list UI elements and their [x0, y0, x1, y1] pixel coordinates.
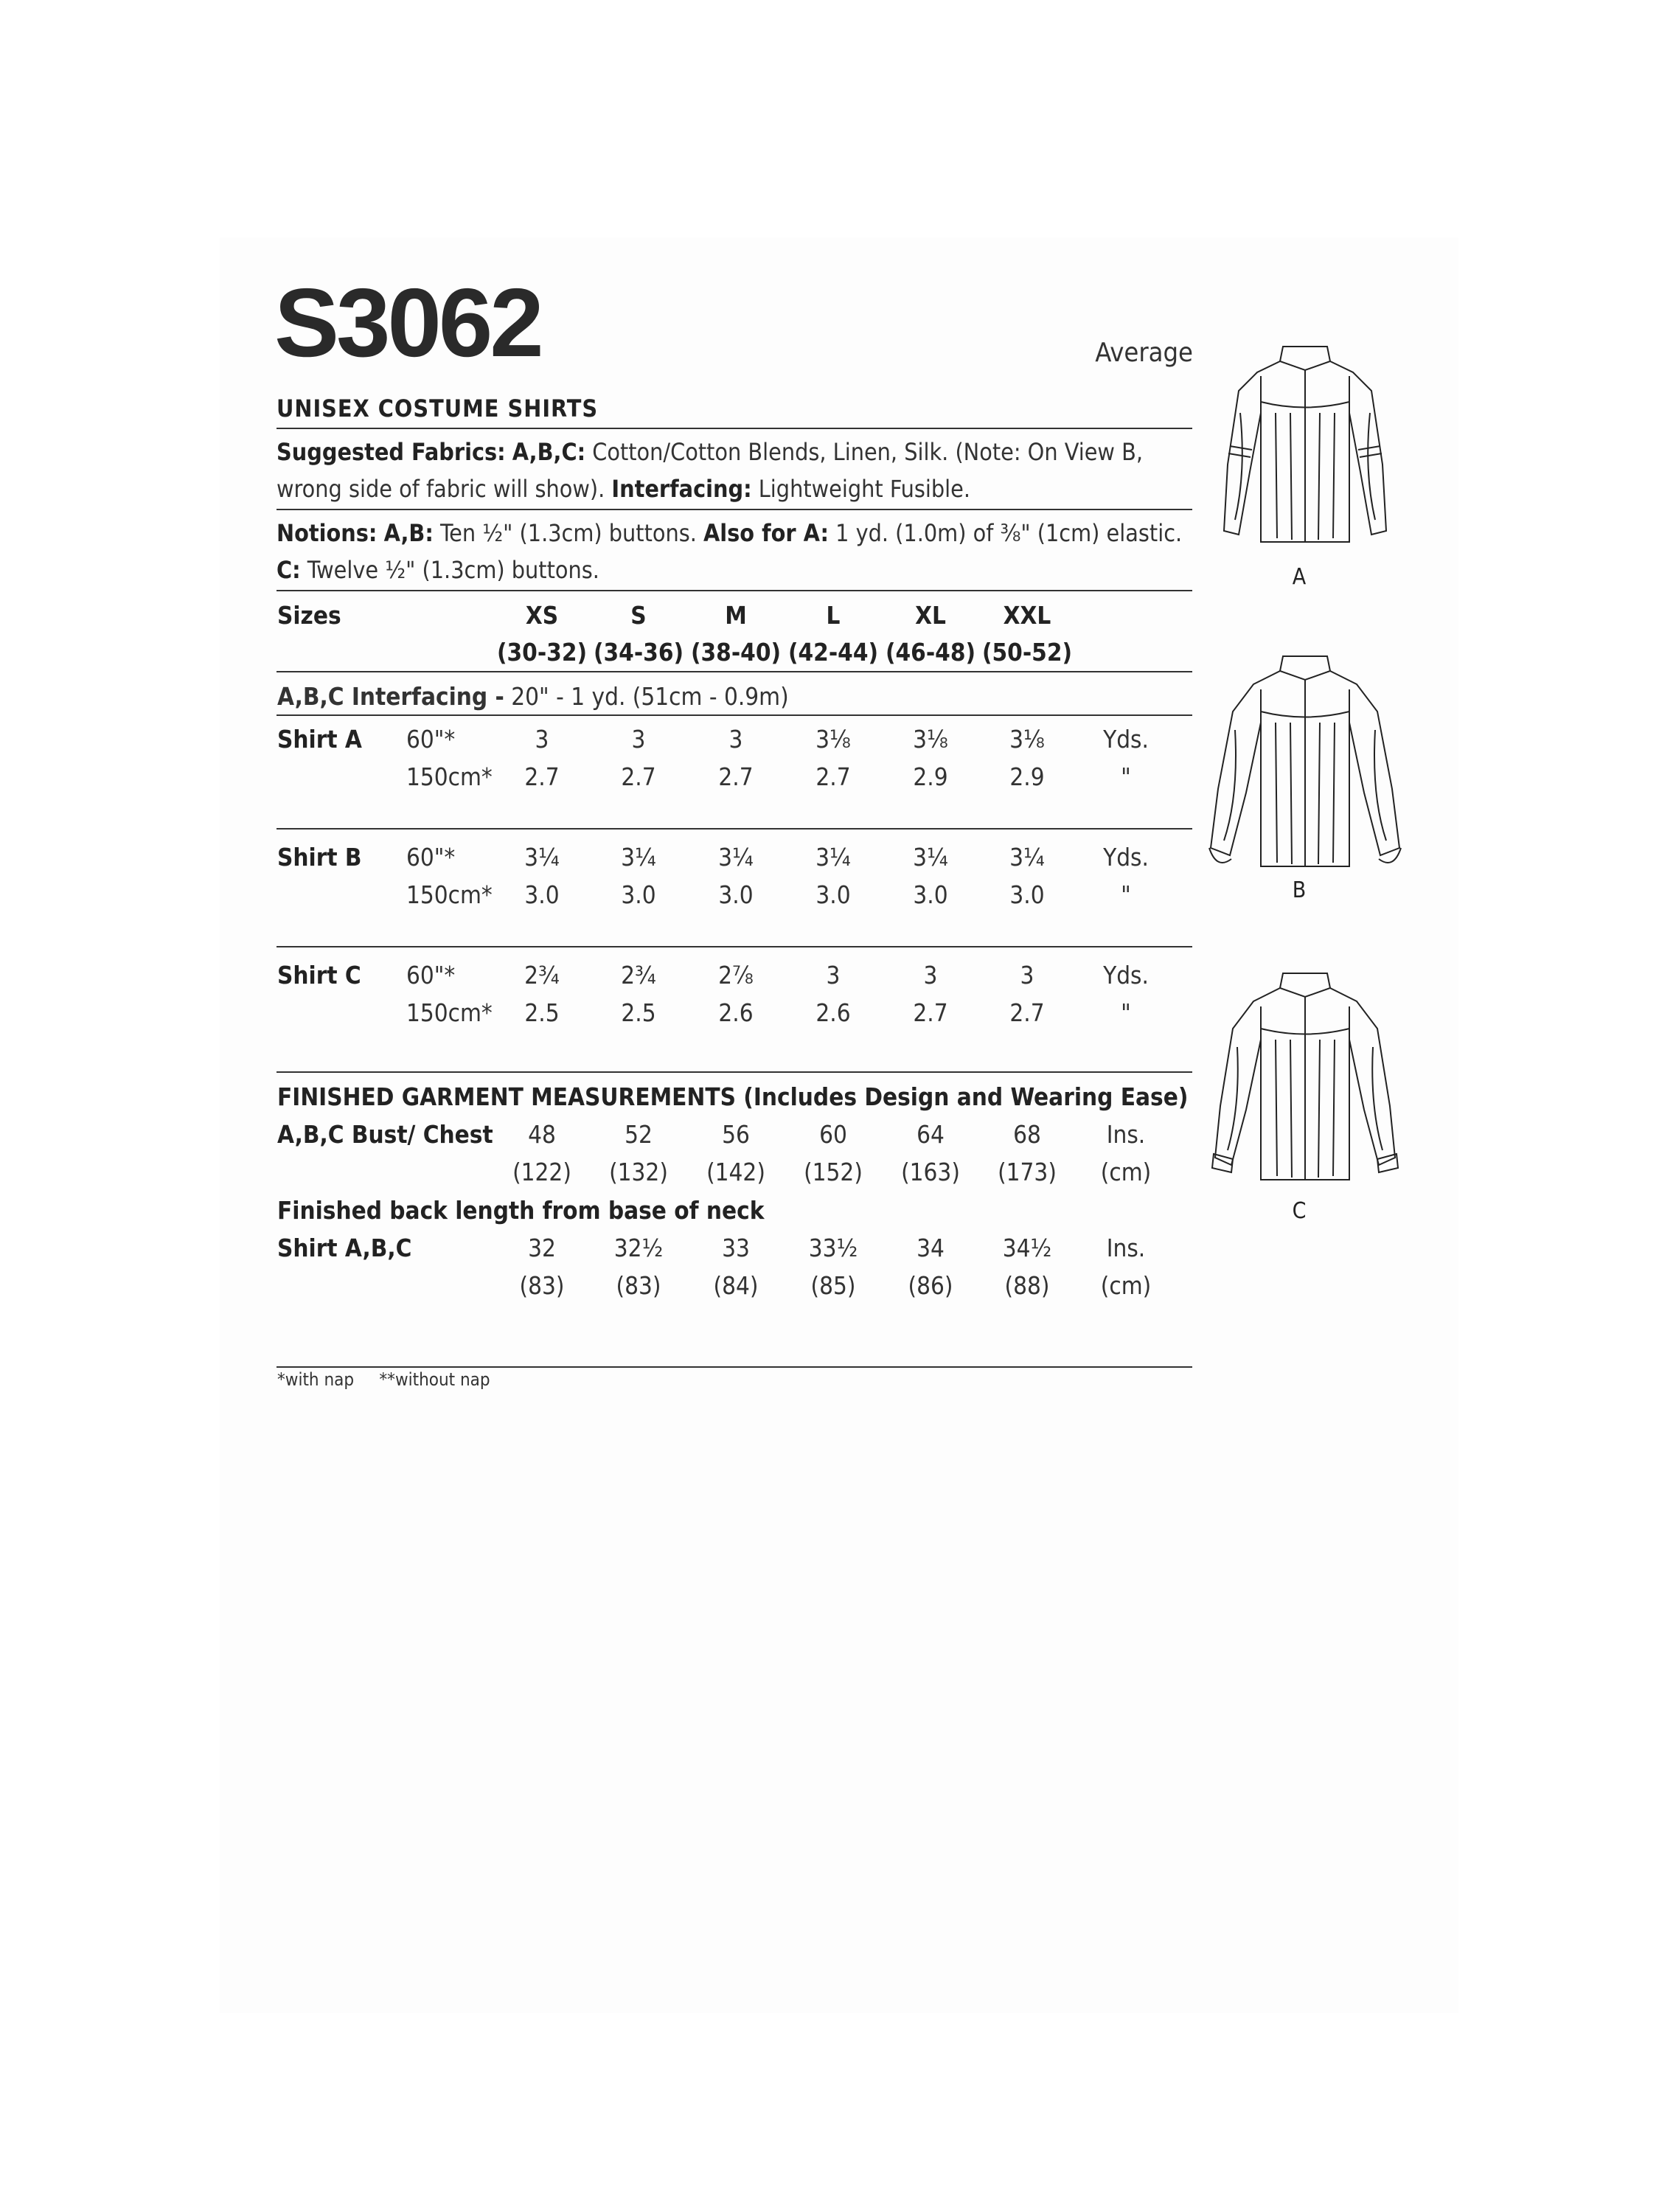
size-name: L	[826, 601, 841, 630]
yardage-value: 2.7	[524, 762, 560, 791]
yardage-value: 3⅛	[1009, 725, 1045, 754]
fabric-width: 150cm*	[406, 880, 493, 909]
yardage-value: 3⅛	[815, 725, 851, 754]
size-range: (38-40)	[690, 638, 782, 667]
measurement-value: (86)	[908, 1271, 953, 1300]
measurement-value: 34½	[1002, 1234, 1052, 1262]
shirt-name: Shirt C	[277, 961, 361, 990]
yardage-value: 2.7	[815, 762, 851, 791]
measurement-value: (132)	[609, 1158, 668, 1186]
shirt-name: Shirt B	[277, 843, 362, 872]
shirt-view-b-illustration	[1194, 649, 1416, 877]
interfacing-row	[277, 682, 789, 711]
measurement-unit: Ins.	[1106, 1120, 1146, 1149]
yardage-unit: "	[1121, 998, 1131, 1027]
footnote: *with nap **without nap	[277, 1369, 490, 1390]
notions-text-ab: Ten ½" (1.3cm) buttons.	[439, 519, 697, 547]
measurement-value: (122)	[512, 1158, 571, 1186]
size-range: (46-48)	[885, 638, 976, 667]
yardage-value: 2.6	[815, 998, 851, 1027]
divider	[276, 590, 1192, 591]
size-range: (50-52)	[981, 638, 1073, 667]
size-name: XL	[915, 601, 946, 630]
notions-also-text: 1 yd. (1.0m) of ⅜" (1cm) elastic.	[835, 519, 1183, 547]
yardage-value: 2.5	[621, 998, 656, 1027]
measurement-value: (85)	[810, 1271, 856, 1300]
divider	[276, 1366, 1192, 1368]
yardage-value: 3	[535, 725, 549, 754]
notions-label: Notions:	[276, 519, 378, 547]
sizes-label: Sizes	[277, 601, 341, 630]
measurement-value: 34	[917, 1234, 945, 1262]
yardage-value: 3.0	[913, 880, 948, 909]
yardage-value: 2.7	[1009, 998, 1045, 1027]
fabric-width: 60"*	[406, 961, 456, 990]
yardage-value: 2¾	[621, 961, 656, 990]
measurement-value: 33	[722, 1234, 750, 1262]
notions	[276, 515, 1194, 588]
interfacing-row-label: A,B,C Interfacing -	[277, 682, 504, 711]
measurement-value: 56	[722, 1120, 750, 1149]
suggested-fabrics	[276, 434, 1194, 507]
measurement-value: 64	[917, 1120, 945, 1149]
bust-label: A,B,C Bust/ Chest	[277, 1120, 493, 1149]
measurement-value: (88)	[1004, 1271, 1050, 1300]
yardage-value: 3¼	[524, 843, 560, 872]
back-length-heading: Finished back length from base of neck	[277, 1196, 765, 1225]
yardage-value: 3.0	[1009, 880, 1045, 909]
divider	[276, 509, 1192, 510]
measurement-value: 48	[528, 1120, 556, 1149]
notions-views-c: C:	[276, 556, 301, 584]
yardage-value: 2¾	[524, 961, 560, 990]
interfacing-row-text: 20" - 1 yd. (51cm - 0.9m)	[511, 682, 789, 711]
fabrics-views: A,B,C:	[512, 438, 586, 466]
yardage-value: 3	[728, 725, 743, 754]
yardage-value: 2.6	[718, 998, 754, 1027]
shirt-view-a-illustration	[1194, 332, 1416, 553]
fabrics-label: Suggested Fabrics:	[276, 438, 506, 466]
measurement-value: 33½	[808, 1234, 858, 1262]
divider	[276, 828, 1192, 830]
measurement-value: (152)	[804, 1158, 863, 1186]
yardage-value: 3.0	[718, 880, 754, 909]
yardage-value: 2.9	[1009, 762, 1045, 791]
notions-also-label: Also for A:	[703, 519, 829, 547]
notions-views-ab: A,B:	[383, 519, 434, 547]
measurement-unit: (cm)	[1100, 1158, 1152, 1186]
measurements-heading: FINISHED GARMENT MEASUREMENTS (Includes Design and Wearing Ease)	[277, 1082, 1189, 1111]
yardage-value: 2.5	[524, 998, 560, 1027]
view-label-b: B	[1292, 877, 1307, 903]
fabric-width: 60"*	[406, 843, 456, 872]
yardage-value: 2⅞	[718, 961, 754, 990]
yardage-unit: Yds.	[1103, 843, 1149, 872]
size-name: S	[630, 601, 647, 630]
size-name: M	[725, 601, 747, 630]
measurement-value: (142)	[706, 1158, 765, 1186]
view-label-c: C	[1292, 1198, 1307, 1224]
pattern-number: S3062	[274, 268, 541, 377]
measurement-value: (163)	[901, 1158, 960, 1186]
size-range: (34-36)	[593, 638, 684, 667]
yardage-value: 3	[826, 961, 841, 990]
shirt-view-c-illustration	[1194, 966, 1416, 1194]
interfacing-label: Interfacing:	[611, 475, 752, 503]
yardage-value: 3	[631, 725, 646, 754]
yardage-value: 3¼	[621, 843, 656, 872]
measurement-value: (84)	[713, 1271, 759, 1300]
divider	[276, 1071, 1192, 1073]
view-label-a: A	[1292, 564, 1307, 590]
yardage-value: 3¼	[815, 843, 851, 872]
notions-text-c: Twelve ½" (1.3cm) buttons.	[307, 556, 599, 584]
measurement-value: 68	[1013, 1120, 1041, 1149]
fabric-width: 60"*	[406, 725, 456, 754]
yardage-value: 2.7	[621, 762, 656, 791]
yardage-unit: "	[1121, 762, 1131, 791]
yardage-value: 2.9	[913, 762, 948, 791]
size-range: (42-44)	[787, 638, 879, 667]
yardage-value: 3¼	[1009, 843, 1045, 872]
yardage-value: 3.0	[815, 880, 851, 909]
size-name: XS	[525, 601, 559, 630]
yardage-value: 2.7	[913, 998, 948, 1027]
measurement-value: 32	[528, 1234, 556, 1262]
yardage-value: 3.0	[524, 880, 560, 909]
size-range-label: Average	[1095, 338, 1193, 368]
interfacing-text: Lightweight Fusible.	[758, 475, 971, 503]
measurement-value: 60	[819, 1120, 847, 1149]
yardage-value: 3⅛	[913, 725, 948, 754]
measurement-unit: (cm)	[1100, 1271, 1152, 1300]
measurement-value: 32½	[613, 1234, 664, 1262]
yardage-value: 3¼	[718, 843, 754, 872]
yardage-unit: "	[1121, 880, 1131, 909]
measurement-value: (83)	[519, 1271, 565, 1300]
measurement-value: (173)	[998, 1158, 1057, 1186]
yardage-value: 3	[1020, 961, 1034, 990]
divider	[276, 671, 1192, 672]
yardage-value: 3	[923, 961, 938, 990]
yardage-value: 2.7	[718, 762, 754, 791]
divider	[276, 428, 1192, 429]
shirt-name: Shirt A	[277, 725, 362, 754]
divider	[276, 714, 1192, 716]
yardage-unit: Yds.	[1103, 961, 1149, 990]
divider	[276, 946, 1192, 947]
yardage-value: 3.0	[621, 880, 656, 909]
yardage-unit: Yds.	[1103, 725, 1149, 754]
fabric-width: 150cm*	[406, 998, 493, 1027]
size-range: (30-32)	[496, 638, 588, 667]
measurement-value: 52	[625, 1120, 653, 1149]
fabric-width: 150cm*	[406, 762, 493, 791]
yardage-value: 3¼	[913, 843, 948, 872]
size-name: XXL	[1003, 601, 1051, 630]
back-length-label: Shirt A,B,C	[277, 1234, 412, 1262]
measurement-unit: Ins.	[1106, 1234, 1146, 1262]
fabrics-text: Cotton/Cotton Blends, Linen, Silk. (Note: On View B, wrong side of fabric will show).	[276, 438, 1143, 503]
pattern-title: UNISEX COSTUME SHIRTS	[276, 394, 599, 422]
measurement-value: (83)	[616, 1271, 661, 1300]
